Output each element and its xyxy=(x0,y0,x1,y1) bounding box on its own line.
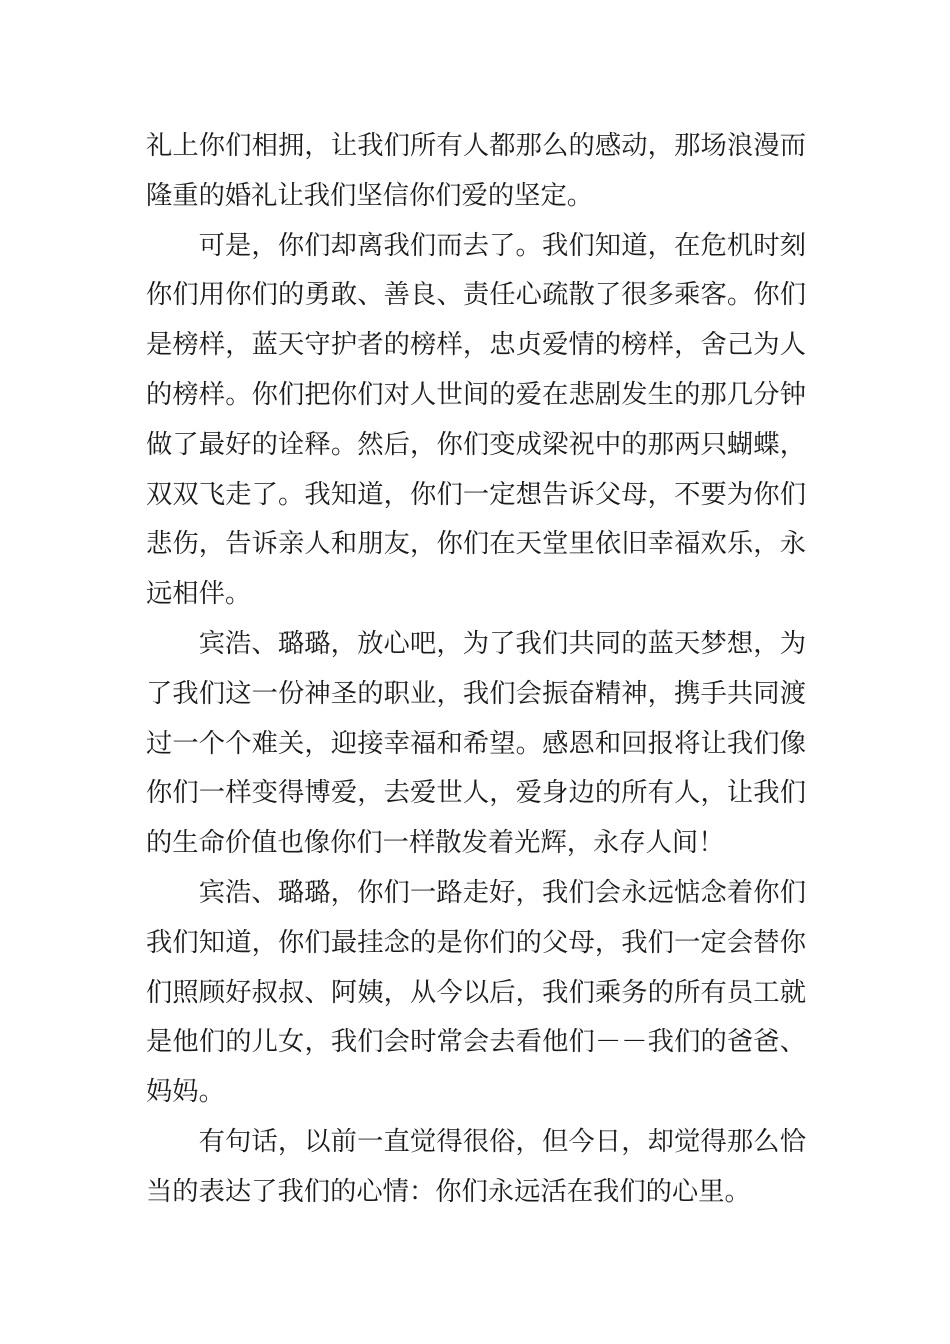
paragraph: 宾浩、璐璐，你们一路走好，我们会永远惦念着你们我们知道，你们最挂念的是你们的父母，我们一定会替你们照顾好叔叔、阿姨，从今以后，我们乘务的所有员工就是他们的儿女，我们会时常会去看他们－－我们的爸爸、妈妈。 xyxy=(146,877,806,1108)
paragraph: 有句话，以前一直觉得很俗，但今日，却觉得那么恰当的表达了我们的心情：你们永远活在我们的心里。 xyxy=(146,1126,806,1207)
paragraph-continuation: 礼上你们相拥，让我们所有人都那么的感动，那场浪漫而隆重的婚礼让我们坚信你们爱的坚定。 xyxy=(146,131,806,211)
paragraph: 宾浩、璐璐，放心吧，为了我们共同的蓝天梦想，为了我们这一份神圣的职业，我们会振奋精神，携手共同渡过一个个难关，迎接幸福和希望。感恩和回报将让我们像你们一样变得博爱，去爱世人，爱身边的所有人，让我们的生命价值也像你们一样散发着光辉，永存人间！ xyxy=(146,628,806,859)
paragraph: 可是，你们却离我们而去了。我们知道，在危机时刻你们用你们的勇敢、善良、责任心疏散了很多乘客。你们是榜样，蓝天守护者的榜样，忠贞爱情的榜样，舍己为人的榜样。你们把你们对人世间的爱在悲剧发生的那几分钟做了最好的诠释。然后，你们变成梁祝中的那两只蝴蝶，双双飞走了。我知道，你们一定想告诉父母，不要为你们悲伤，告诉亲人和朋友，你们在天堂里依旧幸福欢乐，永远相伴。 xyxy=(146,230,806,610)
document-body xyxy=(146,122,806,1218)
